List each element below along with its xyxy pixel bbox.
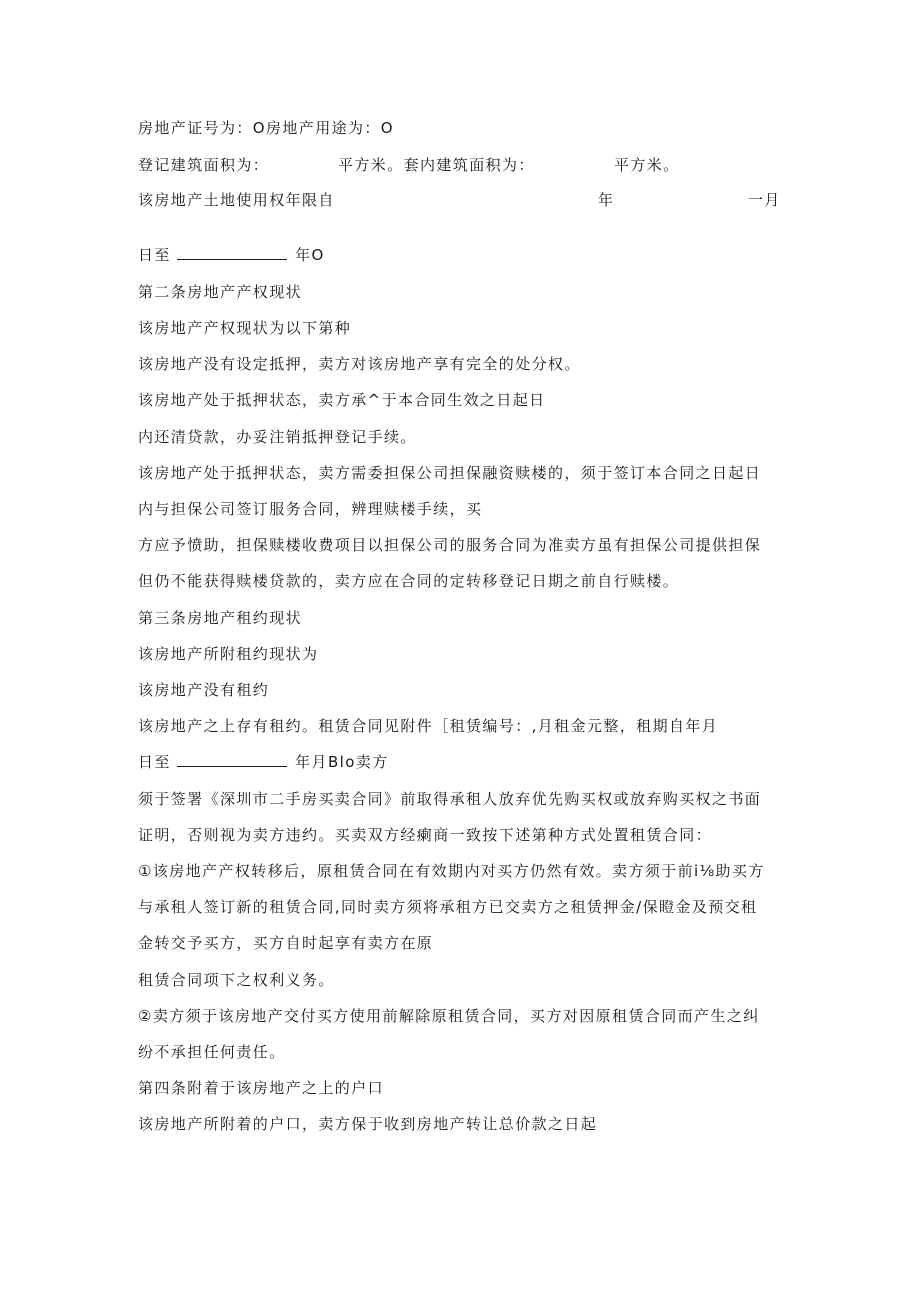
line-text: 第三条房地产租约现状 <box>138 609 303 627</box>
option-one-line-2 <box>138 897 757 917</box>
line-text: 租赁合同项下之权利义务。 <box>138 971 335 989</box>
date-blank <box>177 245 287 260</box>
article-four-heading <box>138 1078 384 1098</box>
mortgage-line <box>138 390 546 410</box>
line-text: 须于签署《深圳市二手房买卖合同》前取得承租人放弃优先购买权或放弃购买权之书面 <box>138 790 762 808</box>
area-line <box>138 155 698 175</box>
guarantee-line-2 <box>138 499 482 519</box>
property-status-line <box>138 318 351 338</box>
household-registration-line <box>138 1114 597 1134</box>
no-lease-line <box>138 680 269 700</box>
article-two-heading <box>138 282 302 302</box>
line-text: 第四条附着于该房地产之上的户口 <box>138 1079 385 1097</box>
lease-term-end-line <box>138 752 389 772</box>
line-text: 该房地产没有设定抵押，卖方对该房地产享有完全的处分权。 <box>138 355 581 373</box>
line-text: ①该房地产产权转移后，原租赁合同在有效期内对买方仍然有效。卖方须于前i⅛助买方 <box>138 862 765 880</box>
term-end-line <box>138 245 325 265</box>
waiver-line-2 <box>138 825 712 845</box>
line-text: 该房地产所附着的户口，卖方保于收到房地产转让总价款之日起 <box>138 1115 598 1133</box>
guarantee-line-3 <box>138 535 761 555</box>
line-text: 证明，否则视为卖方违约。买卖双方经瘌商一致按下述第种方式处置租赁合同： <box>138 826 713 844</box>
mortgage-cancel-line <box>138 427 417 447</box>
article-three-heading <box>138 608 302 628</box>
option-one-line-4 <box>138 970 335 990</box>
until-label: 日至 <box>138 753 171 771</box>
inner-area-label: 平方米。套内建筑面积为： <box>338 156 535 174</box>
guarantee-line-1 <box>138 463 761 483</box>
option-two-line-1 <box>138 1006 760 1026</box>
guarantee-line-4 <box>138 571 679 591</box>
registered-area-label: 登记建筑面积为： <box>138 156 270 174</box>
waiver-line-1 <box>138 789 761 809</box>
option-one-line-1 <box>138 861 765 881</box>
lease-end-text: 年月Blo卖方 <box>295 753 389 771</box>
until-label: 日至 <box>138 246 171 264</box>
land-use-term-line <box>138 190 783 210</box>
area-unit-label: 平方米。 <box>614 156 680 174</box>
option-two-line-2 <box>138 1042 286 1062</box>
certificate-and-usage-line <box>138 118 394 138</box>
year-label: 年 <box>598 191 615 209</box>
lease-status-line <box>138 644 318 664</box>
land-use-term-label: 该房地产土地使用权年限自 <box>138 191 335 209</box>
year-end-label: 年O <box>295 246 325 264</box>
line-text: 纷不承担任何责任。 <box>138 1043 286 1061</box>
line-text: 但仍不能获得赎楼贷款的，卖方应在合同的定转移登记日期之前自行赎楼。 <box>138 572 680 590</box>
line-text: 房地产证号为：O房地产用途为：O <box>138 119 395 137</box>
line-text: ②卖方须于该房地产交付买方使用前解除原租赁合同，买方对因原租赁合同而产生之纠 <box>138 1007 760 1025</box>
lease-exists-line <box>138 716 718 736</box>
month-label: 一月 <box>748 191 781 209</box>
date-blank <box>177 752 287 767</box>
line-text: 该房地产没有租约 <box>138 681 270 699</box>
line-text: 内与担保公司签订服务合同，辨理赎楼手续，买 <box>138 500 483 518</box>
line-text: 该房地产处于抵押状态，卖方承^于本合同生效之日起日 <box>138 391 546 409</box>
line-text: 该房地产之上存有租约。租赁合同见附件［租赁编号：,月租金元整，租期自年月 <box>138 717 719 735</box>
line-text: 该房地产处于抵押状态，卖方需委担保公司担保融资赎楼的，须于签订本合同之日起日 <box>138 464 762 482</box>
line-text: 内还清贷款，办妥注销抵押登记手续。 <box>138 428 417 446</box>
line-text: 金转交予买方，买方自时起享有卖方在原 <box>138 934 434 952</box>
line-text: 方应予愤助，担保赎楼收费项目以担保公司的服务合同为准卖方虽有担保公司提供担保 <box>138 536 762 554</box>
option-one-line-3 <box>138 933 433 953</box>
line-text: 第二条房地产产权现状 <box>138 283 303 301</box>
line-text: 与承租人签订新的租赁合同,同时卖方须将承租方已交卖方之租赁押金/保瞪金及预交租 <box>138 898 758 916</box>
line-text: 该房地产产权现状为以下第种 <box>138 319 352 337</box>
no-mortgage-line <box>138 354 581 374</box>
line-text: 该房地产所附租约现状为 <box>138 645 319 663</box>
